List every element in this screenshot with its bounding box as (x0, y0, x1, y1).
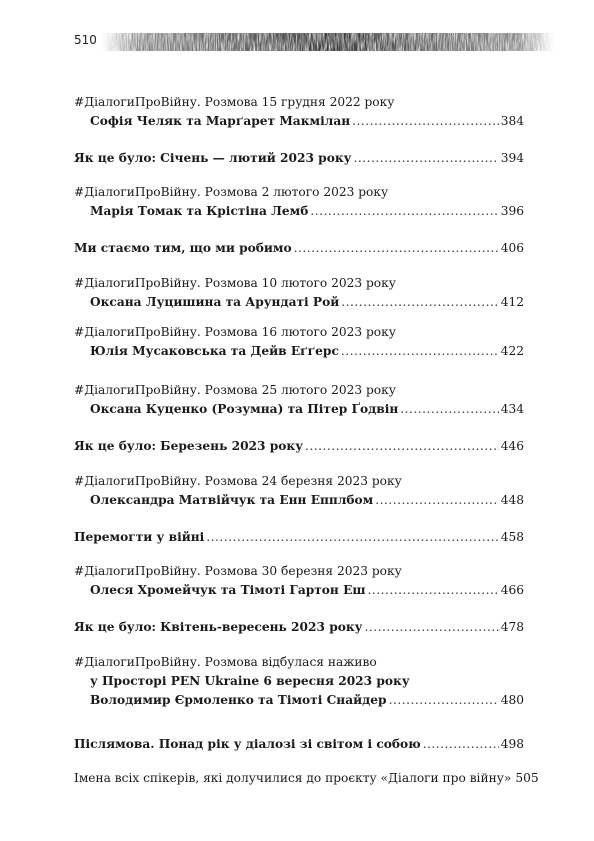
toc-title-text: Оксана Луцишина та Арундаті Рой (90, 295, 340, 309)
toc-title-text: Як це було: Квітень-вересень 2023 року (74, 620, 363, 634)
toc-entry-title (90, 671, 524, 691)
toc-series-heading (74, 273, 524, 293)
toc-page-number: 448 (500, 493, 524, 507)
toc-page-number: 466 (500, 583, 524, 597)
toc-series-text: #ДіалогиПроВійну. Розмова 10 лютого 2023 року (74, 276, 396, 290)
toc-page-number: 406 (500, 241, 524, 255)
dot-leader (341, 292, 498, 312)
dot-leader (305, 436, 499, 456)
dot-leader (389, 690, 499, 710)
toc-entry-title[interactable] (74, 436, 524, 456)
toc-entry-title[interactable] (90, 399, 524, 419)
page-number: 510 (74, 33, 97, 47)
toc-title-text: Марія Томак та Крістіна Лемб (90, 204, 309, 218)
toc-entry-title[interactable] (74, 768, 539, 788)
toc-series-text: #ДіалогиПроВійну. Розмова відбулася наживо (74, 655, 377, 669)
dot-leader (341, 341, 499, 361)
dot-leader (364, 617, 498, 637)
dot-leader (352, 111, 499, 131)
toc-series-heading (74, 561, 524, 581)
toc-page-number: 458 (500, 530, 524, 544)
toc-series-text: #ДіалогиПроВійну. Розмова 30 березня 2023 року (74, 564, 402, 578)
toc-entry-title[interactable] (74, 734, 524, 754)
toc-title-text: Софія Челяк та Марґарет Макмілан (90, 114, 351, 128)
toc-entry-title[interactable] (90, 580, 524, 600)
toc-title-text: Ми стаємо тим, що ми робимо (74, 241, 292, 255)
toc-series-text: #ДіалогиПроВійну. Розмова 16 лютого 2023 року (74, 325, 396, 339)
toc-title-text: Як це було: Березень 2023 року (74, 439, 304, 453)
toc-series-heading (74, 471, 524, 491)
toc-title-text: Оксана Куценко (Розумна) та Пітер Ґодвін (90, 402, 399, 416)
toc-series-text: #ДіалогиПроВійну. Розмова 2 лютого 2023 року (74, 185, 389, 199)
toc-title-text: у Просторі PEN Ukraine 6 вересня 2023 року (90, 674, 410, 688)
toc-entry-title[interactable] (74, 527, 524, 547)
toc-series-text: #ДіалогиПроВійну. Розмова 15 грудня 2022 року (74, 95, 395, 109)
toc-page-number: 412 (500, 295, 524, 309)
toc-entry-title[interactable] (90, 341, 524, 361)
toc-entry-title[interactable] (74, 238, 524, 258)
toc-page-number: 422 (500, 344, 524, 358)
toc-entry-title[interactable] (90, 201, 524, 221)
toc-series-text: #ДіалогиПроВійну. Розмова 25 лютого 2023 року (74, 383, 396, 397)
toc-series-heading (74, 182, 524, 202)
toc-page-number: 478 (500, 620, 524, 634)
toc-title-text: Олександра Матвійчук та Енн Епплбом (90, 493, 374, 507)
toc-entry-title[interactable] (74, 617, 524, 637)
dot-leader (294, 238, 499, 258)
toc-page-number: 480 (500, 693, 524, 707)
toc-title-text: Імена всіх спікерів, які долучилися до проєкту «Діалоги про війну» (74, 771, 512, 785)
toc-series-text: #ДіалогиПроВійну. Розмова 24 березня 2023 року (74, 474, 402, 488)
toc-entry-title[interactable] (74, 148, 524, 168)
toc-title-text: Володимир Єрмоленко та Тімоті Снайдер (90, 693, 387, 707)
toc-page-number: 446 (500, 439, 524, 453)
toc-title-text: Перемогти у війні (74, 530, 205, 544)
toc-page-number: 396 (500, 204, 524, 218)
toc-page-number: 505 (515, 771, 539, 785)
toc-entry-title[interactable] (90, 690, 524, 710)
dot-leader (310, 201, 498, 221)
toc-entry-title[interactable] (90, 292, 524, 312)
dot-leader (353, 148, 498, 168)
toc-entry-title[interactable] (90, 111, 524, 131)
toc-page-number: 434 (500, 402, 524, 416)
header-brushstroke-decoration (102, 30, 554, 54)
toc-series-heading (74, 92, 524, 112)
dot-leader (375, 490, 498, 510)
toc-title-text: Як це було: Січень — лютий 2023 року (74, 151, 352, 165)
toc-page-number: 498 (500, 737, 524, 751)
dot-leader (206, 527, 498, 547)
dot-leader (423, 734, 499, 754)
toc-title-text: Післямова. Понад рік у діалозі зі світом і собою (74, 737, 421, 751)
toc-series-heading (74, 652, 524, 672)
toc-page-number: 394 (500, 151, 524, 165)
dot-leader (367, 580, 498, 600)
dot-leader (400, 399, 498, 419)
toc-title-text: Юлія Мусаковська та Дейв Еґґерс (90, 344, 339, 358)
toc-page-number: 384 (500, 114, 524, 128)
toc-series-heading (74, 380, 524, 400)
toc-title-text: Олеся Хромейчук та Тімоті Гартон Еш (90, 583, 366, 597)
toc-series-heading (74, 322, 524, 342)
toc-entry-title[interactable] (90, 490, 524, 510)
